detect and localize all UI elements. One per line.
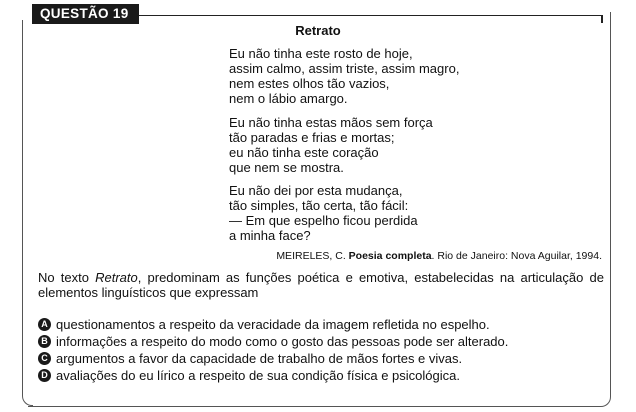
option-a-text: questionamentos a respeito da veracidade da imagem refletida no espelho. [56,317,490,332]
poem-stanza-3 [229,183,418,243]
source-work: Poesia completa [348,250,432,262]
poem-line: Eu não tinha este rosto de hoje, [229,46,413,61]
option-b[interactable] [38,334,508,349]
poem-line: nem estes olhos tão vazios, [229,76,390,91]
prompt-before: No texto [38,270,96,285]
header-rule [130,15,602,16]
poem-line: eu não tinha este coração [229,145,379,160]
prompt-title-italic: Retrato [95,270,138,285]
poem-title: Retrato [295,23,341,38]
question-label: QUESTÃO 19 [32,4,139,24]
option-d[interactable] [38,368,460,383]
option-letter-d-icon: D [38,369,51,382]
source-author: MEIRELES, C. [276,250,346,262]
header-rule-end [601,15,603,23]
prompt-after: , predominam as funções poética e emotiva, estabelecidas na articulação de elementos linguísticos que expressam [38,270,604,300]
poem-line: Eu não tinha estas mãos sem força [229,115,433,130]
poem-line: assim calmo, assim triste, assim magro, [229,61,460,76]
poem-stanza-1 [229,46,459,106]
poem-line: a minha face? [229,228,311,243]
poem-stanza-2 [229,115,433,175]
poem-line: nem o lábio amargo. [229,91,348,106]
option-c-text: argumentos a favor da capacidade de trabalho de mãos fortes e vivas. [56,351,463,366]
question-frame-left [22,20,33,406]
poem-line: — Em que espelho ficou perdida [229,213,418,228]
poem-line: tão simples, tão certa, tão fácil: [229,198,409,213]
source-citation [276,250,602,262]
option-d-text: avaliações do eu lírico a respeito de sua condição física e psicológica. [56,368,460,383]
option-c[interactable] [38,351,462,366]
option-letter-c-icon: C [38,352,51,365]
option-letter-a-icon: A [38,318,51,331]
poem-line: que nem se mostra. [229,160,344,175]
option-a[interactable] [38,317,490,332]
poem-line: tão paradas e frias e mortas; [229,130,395,145]
option-letter-b-icon: B [38,335,51,348]
option-b-text: informações a respeito do modo como o gosto das pessoas pode ser alterado. [56,334,509,349]
poem-line: Eu não dei por esta mudança, [229,183,403,198]
source-rest: . Rio de Janeiro: Nova Aguilar, 1994. [431,250,602,262]
question-prompt [38,270,604,300]
